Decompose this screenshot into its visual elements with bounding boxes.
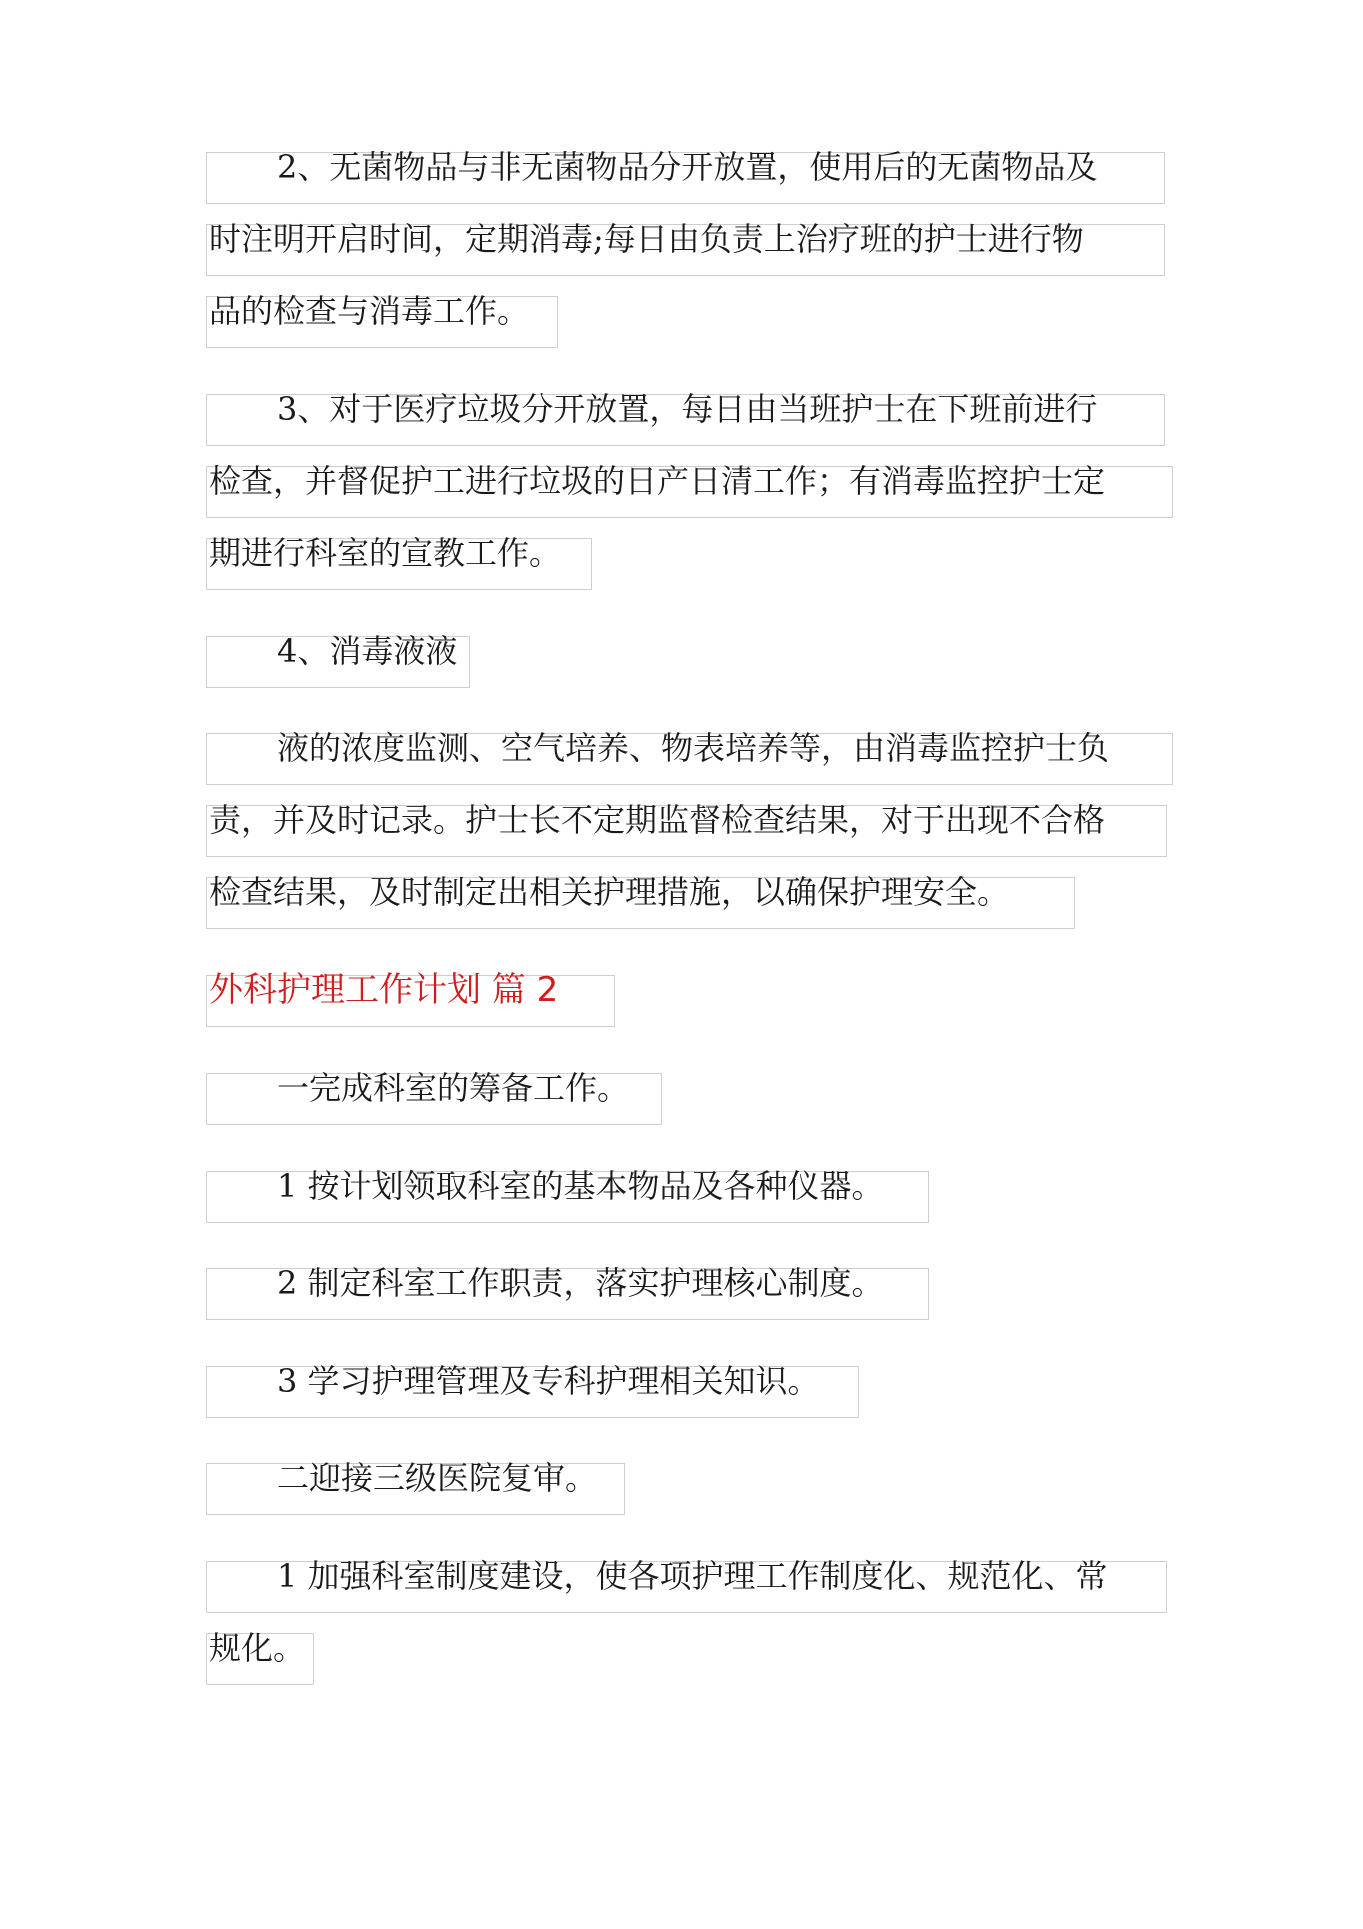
paragraph-line <box>206 1167 929 1223</box>
paragraph-text: 检查，并督促护工进行垃圾的日产日清工作；有消毒监控护士定 <box>209 462 1106 500</box>
paragraph-text: 品的检查与消毒工作。 <box>209 292 530 330</box>
paragraph-line <box>206 1459 625 1515</box>
paragraph-line <box>206 148 1165 204</box>
paragraph-line <box>206 801 1167 857</box>
paragraph-text: 检查结果，及时制定出相关护理措施，以确保护理安全。 <box>209 873 1010 911</box>
paragraph-text: 一完成科室的筹备工作。 <box>277 1069 630 1107</box>
paragraph-text: 期进行科室的宣教工作。 <box>209 534 562 572</box>
paragraph-line <box>206 462 1173 518</box>
paragraph-text: 二迎接三级医院复审。 <box>277 1459 598 1497</box>
paragraph-line <box>206 729 1173 785</box>
paragraph-line <box>206 1264 929 1320</box>
paragraph-text: 责，并及时记录。护士长不定期监督检查结果，对于出现不合格 <box>209 801 1106 839</box>
paragraph-text: 时注明开启时间，定期消毒;每日由负责上治疗班的护士进行物 <box>209 220 1084 258</box>
paragraph-line <box>206 1629 314 1685</box>
paragraph-line <box>206 390 1165 446</box>
paragraph-text: 1 加强科室制度建设，使各项护理工作制度化、规范化、常 <box>277 1557 1108 1595</box>
paragraph-line <box>206 292 558 348</box>
paragraph-line <box>206 1069 662 1125</box>
paragraph-line <box>206 873 1075 929</box>
paragraph-line <box>206 534 592 590</box>
paragraph-text: 1 按计划领取科室的基本物品及各种仪器。 <box>277 1167 884 1205</box>
paragraph-text: 规化。 <box>209 1629 306 1667</box>
section-heading <box>206 970 615 1027</box>
paragraph-line <box>206 1557 1167 1613</box>
paragraph-text: 3 学习护理管理及专科护理相关知识。 <box>277 1362 820 1400</box>
paragraph-text: 2、无菌物品与非无菌物品分开放置，使用后的无菌物品及 <box>277 148 1098 186</box>
paragraph-line <box>206 632 470 688</box>
paragraph-line <box>206 220 1165 276</box>
paragraph-text: 3、对于医疗垃圾分开放置，每日由当班护士在下班前进行 <box>277 390 1098 428</box>
paragraph-text: 液的浓度监测、空气培养、物表培养等，由消毒监控护士负 <box>277 729 1110 767</box>
section-heading-text: 外科护理工作计划 篇 2 <box>209 970 559 1010</box>
paragraph-text: 4、消毒液液 <box>277 632 458 670</box>
paragraph-text: 2 制定科室工作职责，落实护理核心制度。 <box>277 1264 884 1302</box>
paragraph-line <box>206 1362 859 1418</box>
